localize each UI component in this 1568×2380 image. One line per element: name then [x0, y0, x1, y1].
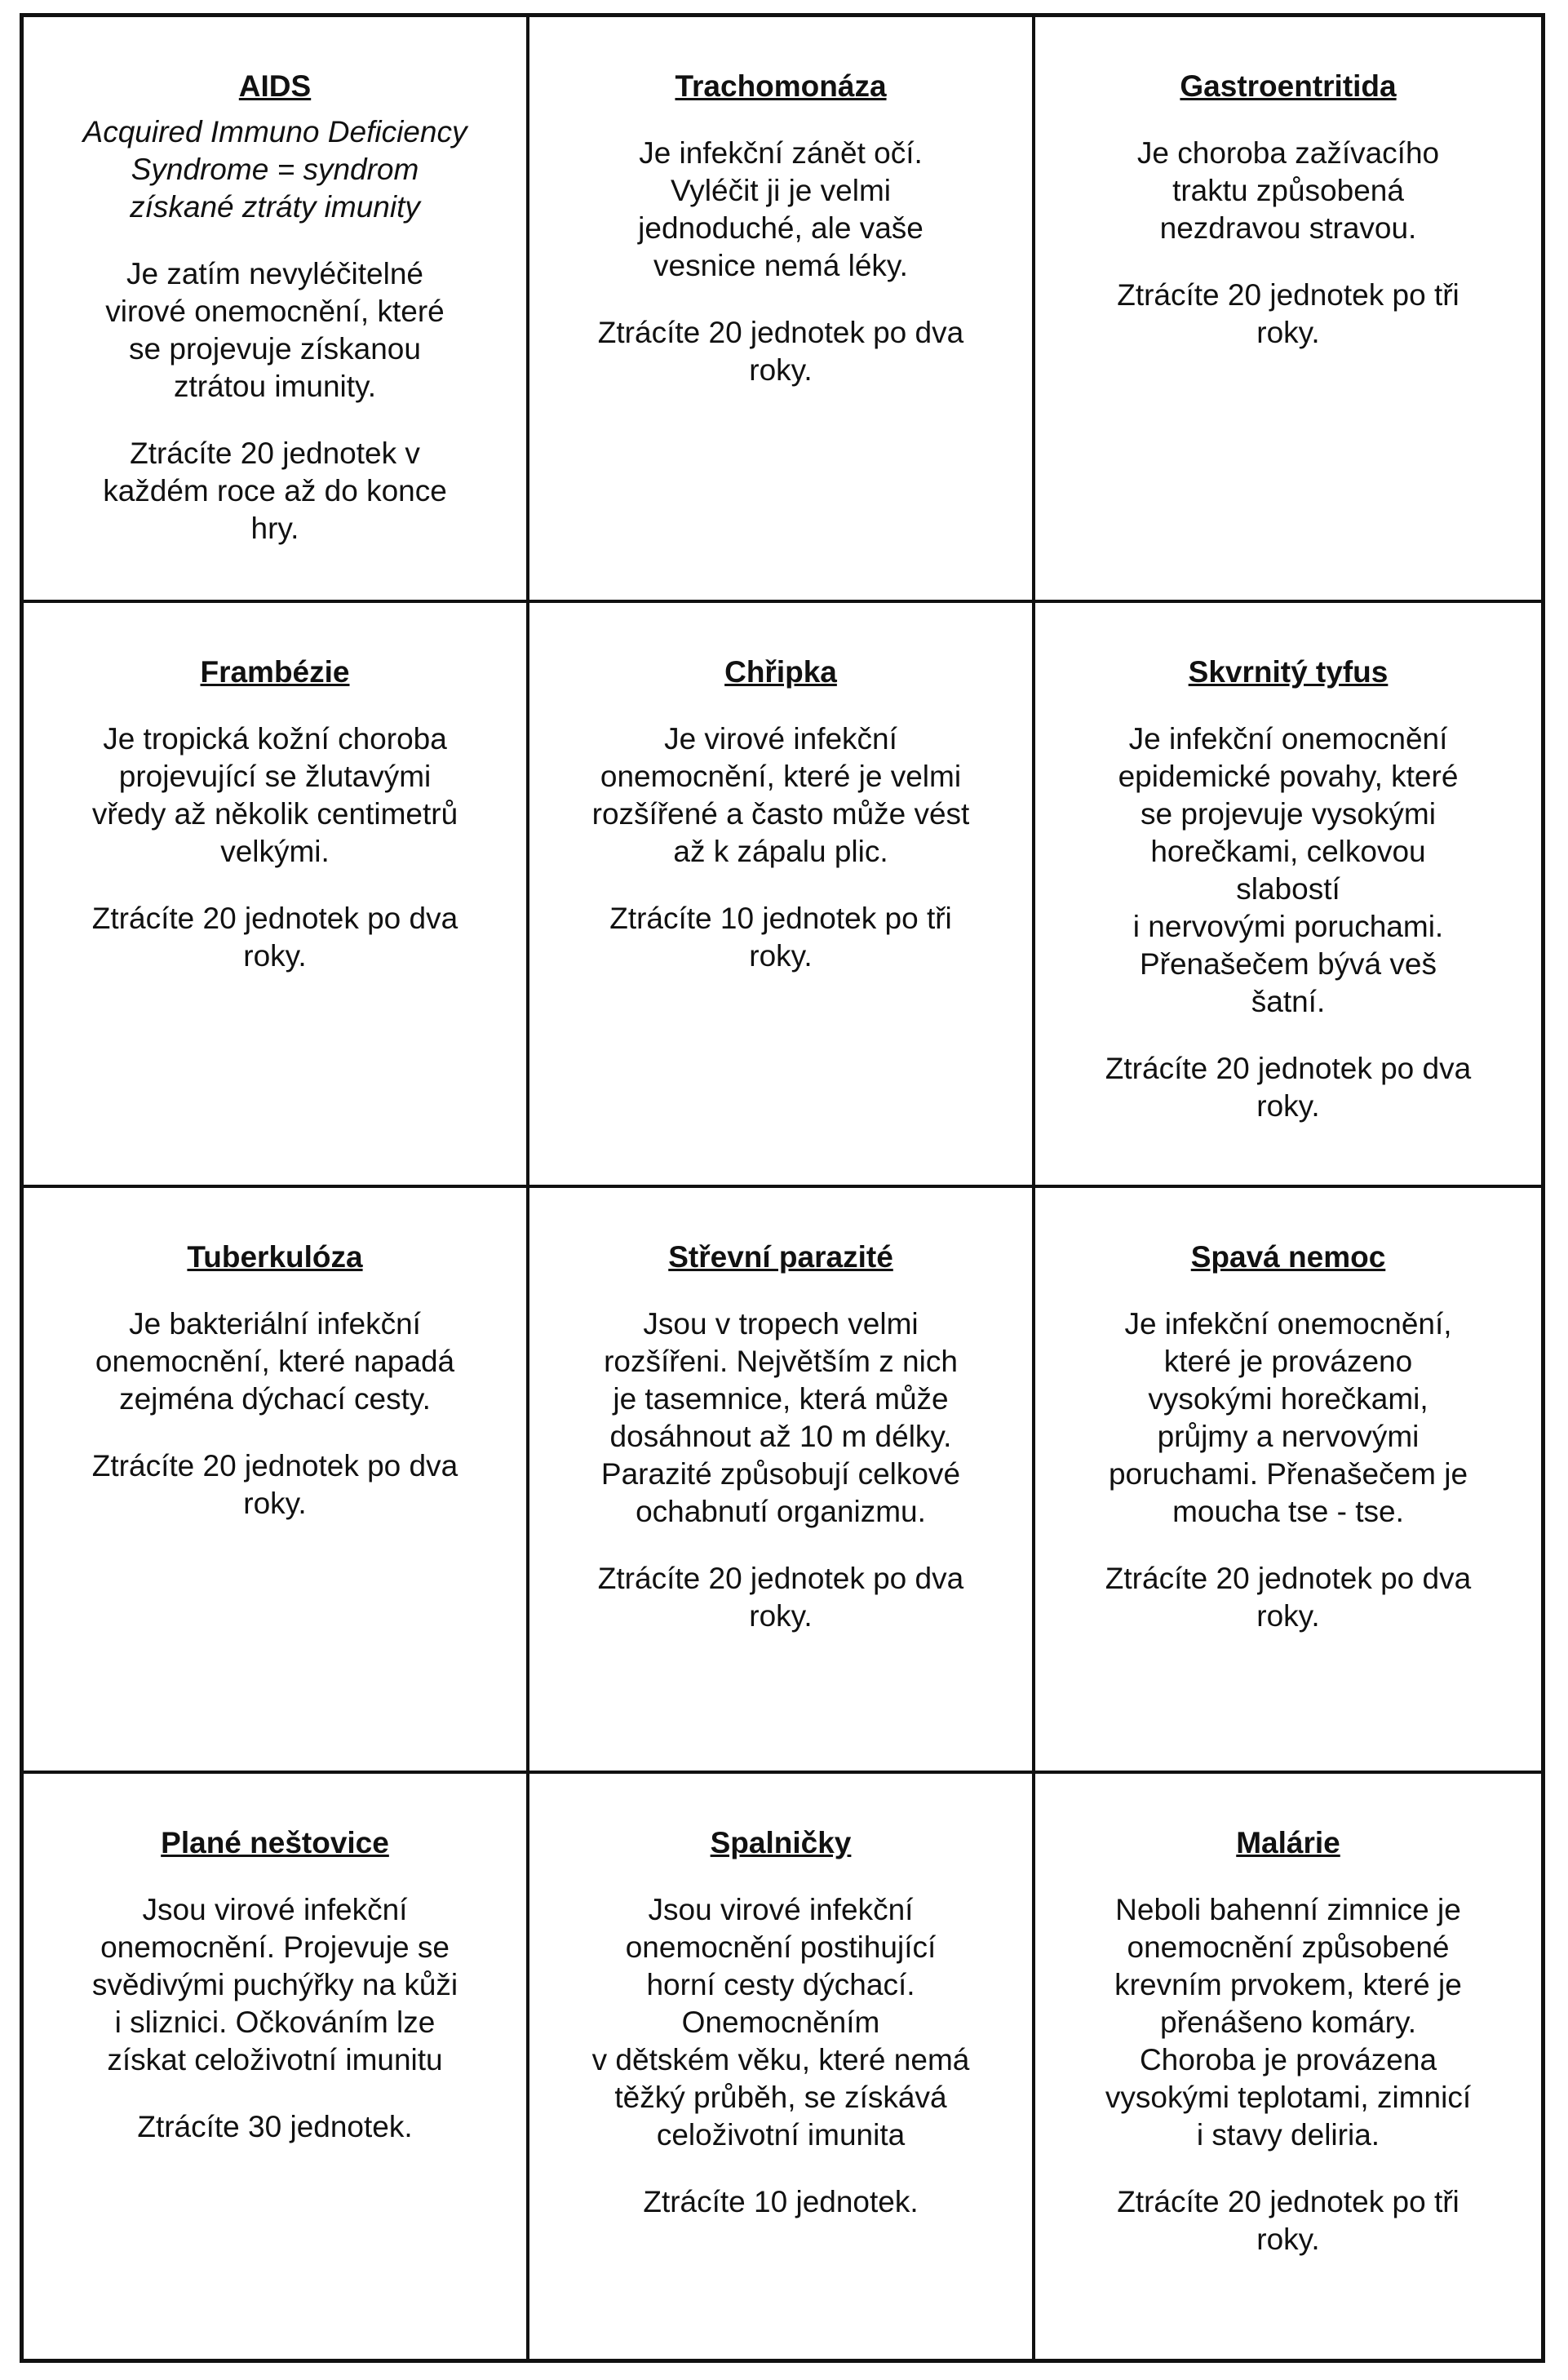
- card-description-line: až k zápalu plic.: [673, 834, 888, 868]
- card-title: Gastroentritida: [1180, 69, 1397, 103]
- card-description: [562, 1305, 999, 1531]
- card-description-line: Jsou virové infekční: [142, 1892, 408, 1926]
- card-description-line: virové onemocnění, které: [105, 295, 445, 328]
- card-description-line: jednoduché, ale vaše: [638, 211, 924, 245]
- disease-card-tuberkuloza: [24, 1188, 529, 1774]
- card-description: [56, 255, 494, 406]
- card-penalty-line: roky.: [1256, 2222, 1320, 2256]
- card-description-line: Přenašečem bývá veš: [1139, 946, 1437, 981]
- card-subtitle: [56, 113, 494, 226]
- card-subtitle-line: získané ztráty imunity: [130, 190, 420, 224]
- card-title: Střevní parazité: [668, 1240, 893, 1274]
- card-description-line: celoživotní imunita: [656, 2117, 906, 2152]
- card-description-line: Choroba je provázena: [1139, 2042, 1437, 2076]
- card-description-line: Je zatím nevyléčitelné: [126, 257, 423, 290]
- card-description-line: vesnice nemá léky.: [653, 249, 908, 282]
- card-description: [1068, 1891, 1508, 2154]
- card-description-line: Jsou virové infekční: [648, 1892, 914, 1926]
- disease-card-aids: [24, 17, 529, 603]
- card-description-line: Je infekční zánět očí.: [639, 136, 923, 170]
- card-penalty-line: roky.: [749, 938, 813, 973]
- card-description-line: Onemocněním: [681, 2005, 880, 2039]
- card-penalty-line: Ztrácíte 20 jednotek po dva: [91, 901, 458, 935]
- card-description-line: zejména dýchací cesty.: [119, 1382, 431, 1416]
- card-description-line: vředy až několik centimetrů: [91, 796, 458, 831]
- card-description-line: krevním prvokem, které je: [1114, 1967, 1462, 2001]
- card-description-line: horečkami, celkovou: [1150, 834, 1426, 868]
- disease-card-plane-nestovice: [24, 1774, 529, 2360]
- card-description-line: traktu způsobená: [1172, 174, 1404, 207]
- card-description: [56, 720, 494, 871]
- card-description-line: přenášeno komáry.: [1160, 2005, 1416, 2039]
- card-title: Frambézie: [200, 654, 350, 689]
- card-title: Tuberkulóza: [187, 1240, 363, 1274]
- card-penalty-line: Ztrácíte 30 jednotek.: [137, 2109, 413, 2143]
- card-penalty-line: roky.: [1256, 316, 1320, 349]
- card-penalty-line: roky.: [1256, 1599, 1320, 1633]
- card-title: Trachomonáza: [675, 69, 887, 103]
- card-description-line: Je bakteriální infekční: [129, 1307, 421, 1341]
- card-penalty-line: Ztrácíte 10 jednotek po tři: [609, 901, 952, 935]
- card-description: [562, 135, 999, 285]
- card-penalty-line: Ztrácíte 20 jednotek po dva: [1105, 1562, 1472, 1595]
- card-description-line: onemocnění, které napadá: [95, 1345, 455, 1378]
- disease-card-gastroentritida: [1035, 17, 1541, 603]
- card-penalty: [562, 314, 999, 389]
- card-subtitle-line: Syndrome = syndrom: [131, 153, 419, 186]
- card-description: [1068, 720, 1508, 1021]
- card-description-line: rozšířeni. Největším z nich: [604, 1345, 958, 1378]
- card-description-line: ztrátou imunity.: [173, 370, 377, 403]
- card-penalty-line: Ztrácíte 20 jednotek po dva: [1105, 1051, 1472, 1085]
- card-penalty: [56, 1447, 494, 1522]
- card-penalty-line: Ztrácíte 20 jednotek po tři: [1117, 278, 1459, 312]
- card-title: Chřipka: [724, 654, 837, 689]
- card-description-line: vysokými horečkami,: [1148, 1382, 1428, 1416]
- card-description-line: epidemické povahy, které: [1118, 759, 1459, 793]
- disease-card-trachomonaza: [529, 17, 1035, 603]
- card-penalty: [1068, 1050, 1508, 1125]
- card-penalty-line: každém roce až do konce: [103, 474, 447, 507]
- card-description: [1068, 135, 1508, 247]
- card-description-line: i nervovými poruchami.: [1132, 909, 1444, 943]
- disease-card-frambezie: [24, 603, 529, 1189]
- card-description-line: Neboli bahenní zimnice je: [1115, 1892, 1461, 1926]
- card-description-line: Je choroba zažívacího: [1136, 136, 1440, 170]
- disease-card-strevni-parazite: [529, 1188, 1035, 1774]
- card-description-line: v dětském věku, které nemá: [591, 2042, 970, 2076]
- card-penalty-line: roky.: [749, 1599, 813, 1633]
- card-description-line: onemocnění. Projevuje se: [100, 1930, 450, 1964]
- card-penalty-line: roky.: [243, 938, 307, 973]
- card-description-line: projevující se žlutavými: [118, 759, 432, 793]
- card-description-line: šatní.: [1251, 984, 1326, 1018]
- card-penalty-line: Ztrácíte 10 jednotek.: [643, 2184, 919, 2218]
- card-title: Spalničky: [710, 1825, 852, 1859]
- card-description-line: Je tropická kožní choroba: [103, 721, 447, 756]
- card-description-line: Vyléčit ji je velmi: [670, 174, 892, 207]
- card-penalty: [56, 900, 494, 975]
- card-description-line: rozšířené a často může vést: [591, 796, 970, 831]
- card-description-line: poruchami. Přenašečem je: [1108, 1457, 1468, 1491]
- card-penalty: [56, 2108, 494, 2146]
- card-description-line: onemocnění způsobené: [1127, 1930, 1450, 1964]
- disease-card-skvrnity-tyfus: [1035, 603, 1541, 1189]
- card-description: [562, 1891, 999, 2154]
- card-description-line: Je virové infekční: [664, 721, 897, 756]
- disease-card-chripka: [529, 603, 1035, 1189]
- card-penalty: [56, 435, 494, 547]
- card-description-line: získat celoživotní imunitu: [107, 2042, 443, 2076]
- card-description-line: horní cesty dýchací.: [646, 1967, 915, 2001]
- card-penalty-line: Ztrácíte 20 jednotek v: [130, 437, 420, 470]
- card-penalty-line: Ztrácíte 20 jednotek po dva: [597, 316, 964, 349]
- card-description-line: moucha tse - tse.: [1172, 1495, 1404, 1528]
- card-penalty-line: Ztrácíte 20 jednotek po dva: [91, 1449, 458, 1483]
- card-description-line: Je infekční onemocnění: [1128, 721, 1448, 756]
- card-description: [1068, 1305, 1508, 1531]
- card-penalty-line: Ztrácíte 20 jednotek po dva: [597, 1562, 964, 1595]
- card-title: AIDS: [238, 69, 312, 103]
- card-description-line: svědivými puchýřky na kůži: [91, 1967, 458, 2001]
- card-description-line: se projevuje vysokými: [1141, 796, 1436, 831]
- card-penalty: [1068, 2183, 1508, 2258]
- card-penalty-line: hry.: [250, 512, 299, 545]
- card-description-line: velkými.: [220, 834, 330, 868]
- card-penalty: [1068, 1560, 1508, 1635]
- card-description: [562, 720, 999, 871]
- card-description-line: vysokými teplotami, zimnicí: [1105, 2080, 1472, 2114]
- card-description-line: Je infekční onemocnění,: [1124, 1307, 1452, 1341]
- disease-card-spava-nemoc: [1035, 1188, 1541, 1774]
- card-penalty: [562, 900, 999, 975]
- card-description-line: Parazité způsobují celkové: [600, 1457, 961, 1491]
- card-description-line: nezdravou stravou.: [1159, 211, 1417, 245]
- card-description: [56, 1891, 494, 2079]
- card-description-line: onemocnění postihující: [625, 1930, 937, 1964]
- card-description-line: dosáhnout až 10 m délky.: [609, 1420, 952, 1453]
- card-description-line: které je provázeno: [1163, 1345, 1413, 1378]
- card-penalty-line: roky.: [749, 353, 813, 387]
- card-description-line: těžký průběh, se získává: [614, 2080, 947, 2114]
- card-title: Plané neštovice: [161, 1825, 389, 1859]
- card-penalty: [1068, 277, 1508, 352]
- card-description-line: slabostí: [1236, 871, 1340, 906]
- card-penalty: [562, 2183, 999, 2221]
- disease-card-grid: [20, 13, 1545, 2363]
- card-description-line: se projevuje získanou: [129, 332, 421, 366]
- disease-card-malarie: [1035, 1774, 1541, 2360]
- card-penalty: [562, 1560, 999, 1635]
- card-title: Spavá nemoc: [1190, 1240, 1386, 1274]
- card-description-line: onemocnění, které je velmi: [600, 759, 962, 793]
- card-description-line: Jsou v tropech velmi: [643, 1307, 919, 1341]
- card-title: Skvrnitý tyfus: [1188, 654, 1389, 689]
- card-penalty-line: roky.: [243, 1487, 307, 1520]
- card-penalty-line: roky.: [1256, 1088, 1320, 1123]
- card-description-line: průjmy a nervovými: [1157, 1420, 1420, 1453]
- card-title: Malárie: [1236, 1825, 1340, 1859]
- card-description-line: i sliznici. Očkováním lze: [114, 2005, 436, 2039]
- card-description-line: ochabnutí organizmu.: [636, 1495, 926, 1528]
- card-subtitle-line: Acquired Immuno Deficiency: [82, 115, 467, 148]
- card-description-line: i stavy deliria.: [1196, 2117, 1380, 2152]
- disease-card-spalnicky: [529, 1774, 1035, 2360]
- card-description: [56, 1305, 494, 1418]
- card-description-line: je tasemnice, která může: [613, 1382, 949, 1416]
- card-penalty-line: Ztrácíte 20 jednotek po tři: [1117, 2184, 1459, 2218]
